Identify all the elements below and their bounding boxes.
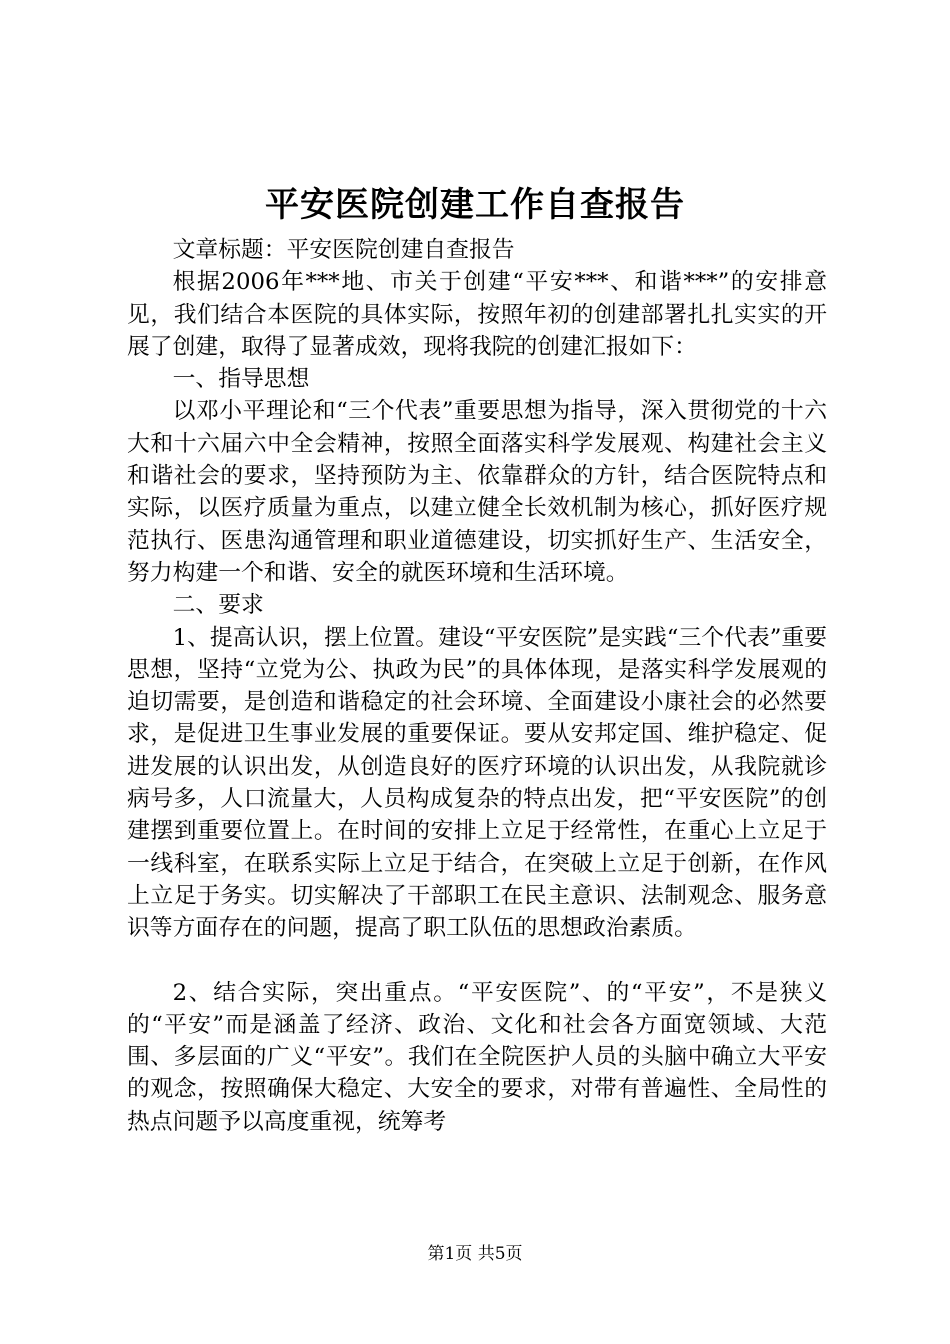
document-title: 平安医院创建工作自查报告 <box>265 185 685 225</box>
section-heading-requirements: 二、要求 <box>172 592 264 619</box>
article-title-line: 文章标题：平安医院创建自查报告 <box>172 237 515 263</box>
guiding-thought-paragraph: 以邓小平理论和“三个代表”重要思想为指导，深入贯彻党的十六大和十六届六中全会精神，按照全面落实科学发展观、构建社会主义和谐社会的要求，坚持预防为主、依靠群众的方针，结合医院特点和实际，以医疗质量为重点，以建立健全长效机制为核心，抓好医疗规范执行、医患沟通管理和职业道德建设，切实抓好生产、生活安全，努力构建一个和谐、安全的就医环境和生活环境。 <box>127 398 827 586</box>
intro-paragraph: 根据2006年***地、市关于创建“平安***、和谐***”的安排意见，我们结合本医院的具体实际，按照年初的创建部署扎扎实实的开展了创建，取得了显著成效，现将我院的创建汇报如下： <box>127 269 827 360</box>
section-heading-guiding-thought: 一、指导思想 <box>172 366 310 393</box>
document-body <box>127 234 827 1138</box>
page-footer: 第1页 共5页 <box>427 1244 523 1264</box>
requirement-2-paragraph: 2、结合实际，突出重点。“平安医院”、的“平安”，不是狭义的“平安”而是涵盖了经济、政治、文化和社会各方面宽领域、大范围、多层面的广义“平安”。我们在全院医护人员的头脑中确立大平安的观念，按照确保大稳定、大安全的要求，对带有普遍性、全局性的热点问题予以高度重视，统筹考 <box>127 979 827 1135</box>
requirement-1-paragraph: 1、提高认识，摆上位置。建设“平安医院”是实践“三个代表”重要思想，坚持“立党为公、执政为民”的具体体现，是落实科学发展观的迫切需要，是创造和谐稳定的社会环境、全面建设小康社会的必然要求，是促进卫生事业发展的重要保证。要从安邦定国、维护稳定、促进发展的认识出发，从创造良好的医疗环境的认识出发，从我院就诊病号多，人口流量大，人员构成复杂的特点出发，把“平安医院”的创建摆到重要位置上。在时间的安排上立足于经常性，在重心上立足于一线科室，在联系实际上立足于结合，在突破上立足于创新，在作风上立足于务实。切实解决了干部职工在民主意识、法制观念、服务意识等方面存在的问题，提高了职工队伍的思想政治素质。 <box>127 624 827 942</box>
